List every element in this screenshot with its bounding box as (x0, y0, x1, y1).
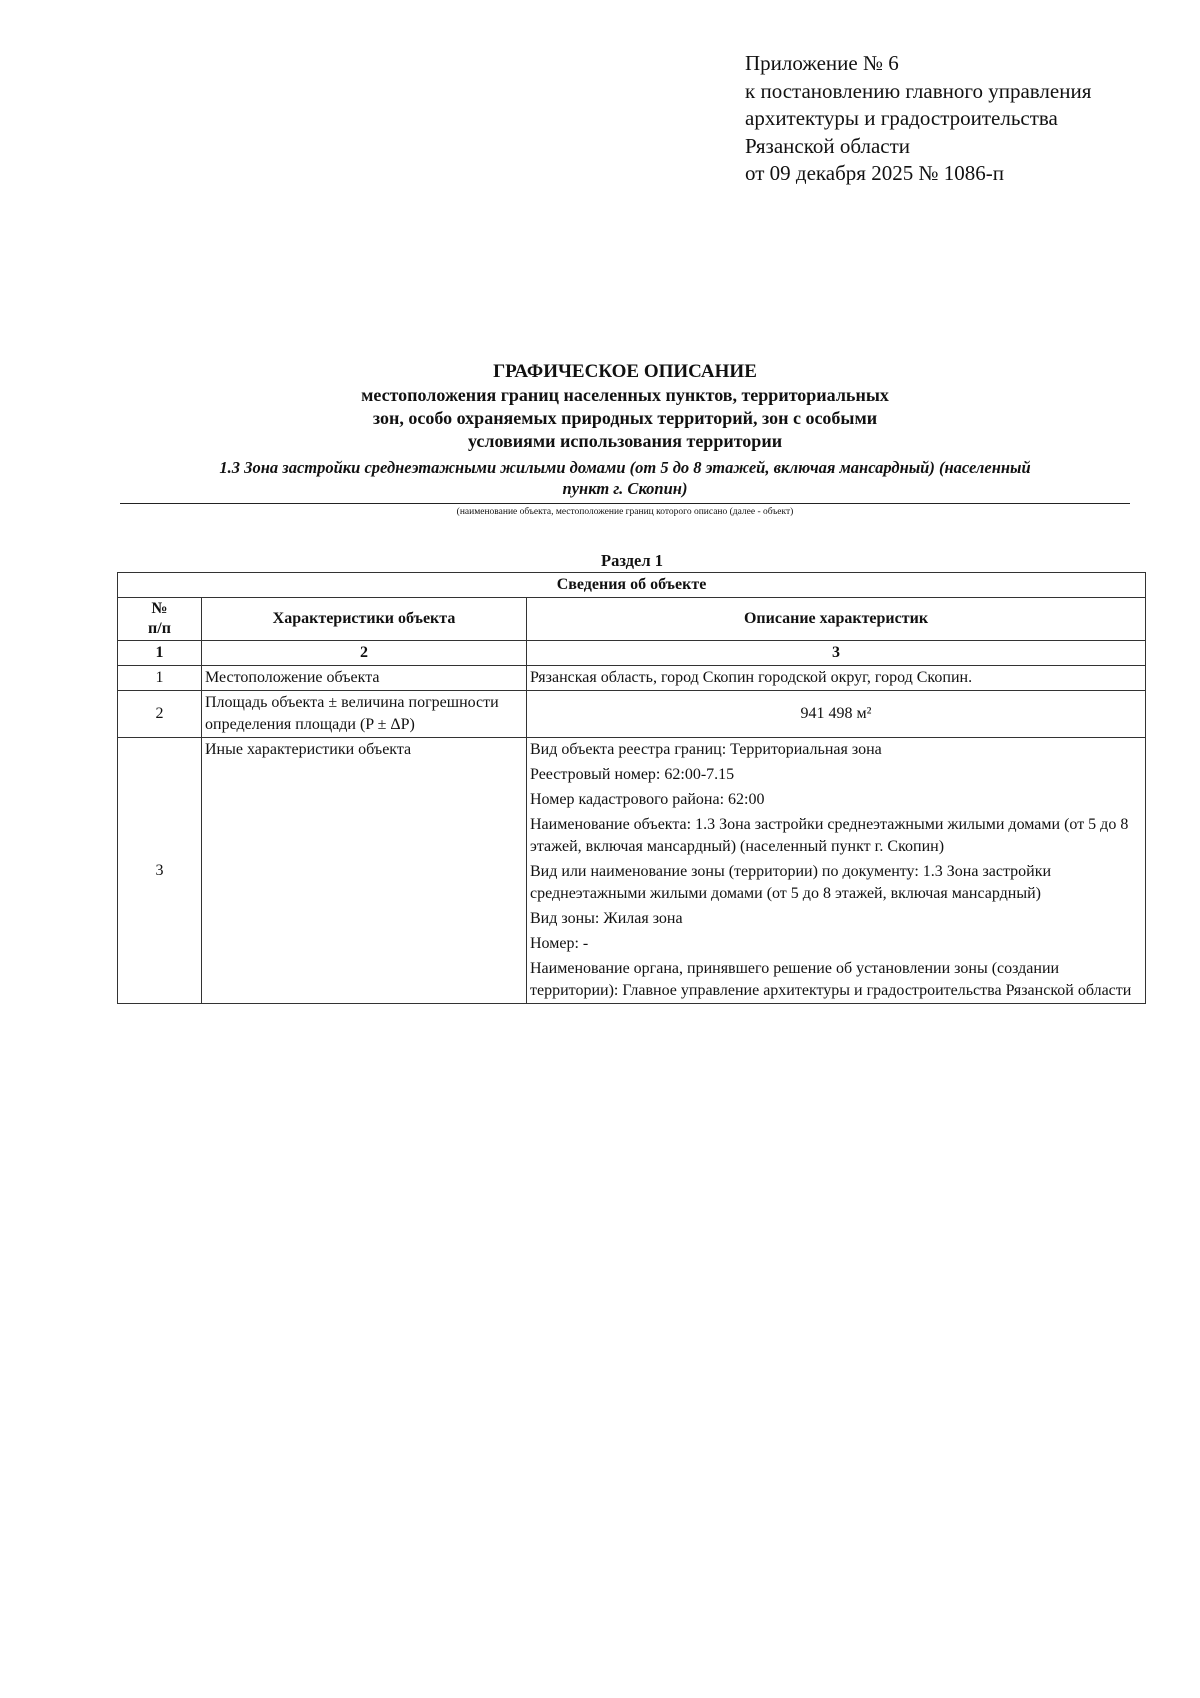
description-line: 941 498 м² (800, 705, 872, 722)
object-caption: (наименование объекта, местоположение границ которого описано (далее - объект) (456, 507, 794, 517)
row-characteristic: Иные характеристики объекта (202, 738, 527, 1004)
table-header-row (118, 598, 1146, 641)
description-line: Вид или наименование зоны (территории) по документу: 1.3 Зона застройки среднеэтажными жилыми домами (от 5 до 8 этажей, включая мансардный) (530, 863, 1052, 902)
title-block (120, 360, 1130, 519)
document-subtitle-line: зон, особо охраняемых природных территорий, зон с особыми (372, 408, 878, 428)
document-subtitle-line: условиями использования территории (467, 431, 783, 451)
row-characteristic: Местоположение объекта (202, 666, 527, 691)
appendix-block (745, 50, 1091, 188)
column-header-number: № п/п (118, 598, 202, 641)
table-title: Сведения об объекте (118, 573, 1146, 598)
document-title: ГРАФИЧЕСКОЕ ОПИСАНИЕ (493, 361, 757, 382)
row-number: 1 (118, 666, 202, 691)
row-description (527, 666, 1146, 691)
column-number: 3 (527, 641, 1146, 666)
object-name (120, 457, 1130, 499)
object-info-table (117, 572, 1146, 1004)
table-title-row (118, 573, 1146, 598)
appendix-line: от 09 декабря 2025 № 1086-п (745, 161, 1004, 185)
description-line: Реестровый номер: 62:00-7.15 (530, 766, 735, 783)
object-name-line: пункт г. Скопин) (562, 479, 688, 498)
row-number: 3 (118, 738, 202, 1004)
row-description (527, 738, 1146, 1004)
description-line: Номер кадастрового района: 62:00 (530, 791, 765, 808)
row-description (527, 691, 1146, 738)
row-number: 2 (118, 691, 202, 738)
description-line: Рязанская область, город Скопин городской округ, город Скопин. (530, 669, 973, 686)
description-line: Наименование объекта: 1.3 Зона застройки среднеэтажными жилыми домами (от 5 до 8 этажей, включая мансардный) (населенный пункт г. Скопин) (530, 816, 1129, 855)
description-line: Вид объекта реестра границ: Территориальная зона (530, 741, 882, 758)
column-header-description: Описание характеристик (527, 598, 1146, 641)
document-subtitle-line: местоположения границ населенных пунктов, территориальных (361, 385, 889, 405)
row-characteristic: Площадь объекта ± величина погрешности определения площади (P ± ΔP) (202, 691, 527, 738)
table-row (118, 691, 1146, 738)
column-number: 1 (118, 641, 202, 666)
object-name-line: 1.3 Зона застройки среднеэтажными жилыми домами (от 5 до 8 этажей, включая мансардный) (населенный (219, 458, 1031, 477)
section-label: Раздел 1 (601, 551, 663, 570)
object-name-underline (120, 503, 1130, 504)
column-number: 2 (202, 641, 527, 666)
appendix-line: Приложение № 6 (745, 51, 899, 75)
column-header-characteristic: Характеристики объекта (202, 598, 527, 641)
column-number-row (118, 641, 1146, 666)
appendix-line: к постановлению главного управления (745, 78, 1092, 103)
appendix-line: архитектуры и градостроительства (745, 106, 1058, 130)
table-row (118, 738, 1146, 1004)
description-line: Наименование органа, принявшего решение об установлении зоны (создании территории): Главное управление архитектуры и градостроительства Рязанской области (530, 960, 1132, 999)
description-line: Номер: - (530, 935, 589, 952)
appendix-line: Рязанской области (745, 133, 911, 158)
table-row (118, 666, 1146, 691)
description-line: Вид зоны: Жилая зона (530, 910, 683, 927)
